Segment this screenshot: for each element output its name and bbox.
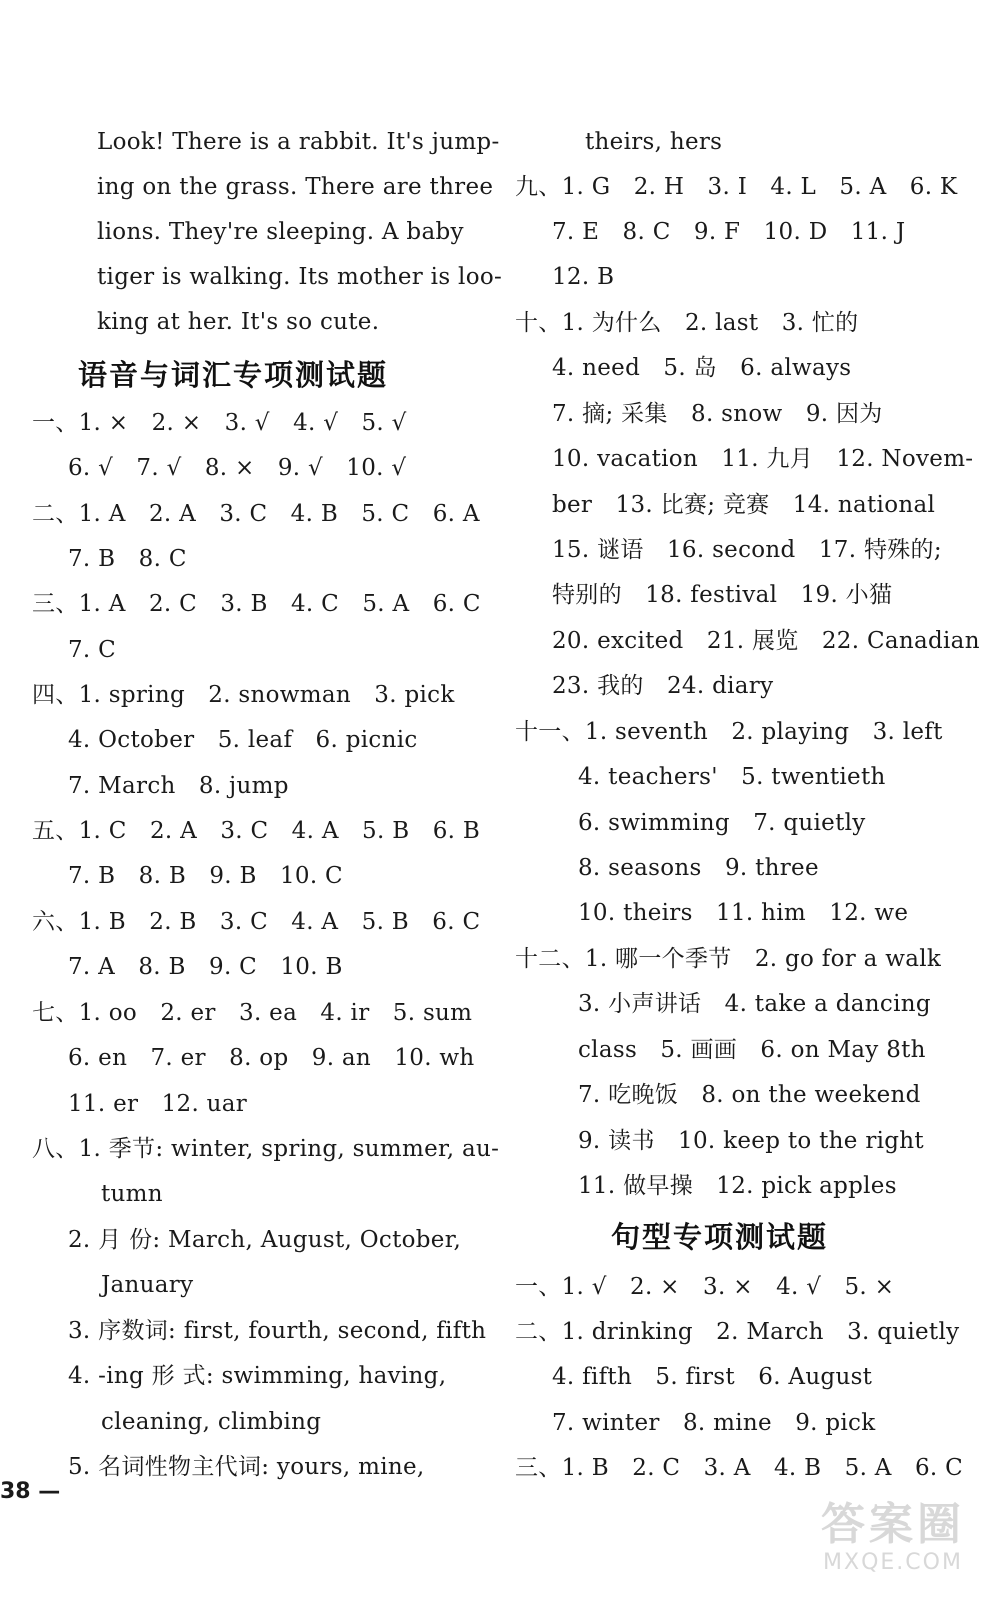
answer-line: 7. A 8. B 9. C 10. B [68, 954, 343, 980]
answer-line: 四、1. spring 2. snowman 3. pick [32, 682, 455, 708]
answer-line: 7. 吃晚饭 8. on the weekend [578, 1082, 921, 1108]
answer-line: 10. theirs 11. him 12. we [578, 900, 909, 926]
answer-line: 15. 谜语 16. second 17. 特殊的; [552, 537, 942, 563]
watermark-url: MXQE.COM [823, 1550, 963, 1575]
answer-line: 7. winter 8. mine 9. pick [552, 1410, 876, 1436]
answer-line: 12. B [552, 264, 615, 290]
answer-line: 7. 摘; 采集 8. snow 9. 因为 [552, 401, 883, 427]
paragraph-line: Look! There is a rabbit. It's jump- [97, 129, 500, 155]
answer-line: 4. fifth 5. first 6. August [552, 1364, 873, 1390]
answer-line: 3. 小声讲话 4. take a dancing [578, 991, 931, 1017]
answer-line: 5. 名词性物主代词: yours, mine, [68, 1454, 425, 1480]
answer-line: 9. 读书 10. keep to the right [578, 1128, 924, 1154]
answer-line: 九、1. G 2. H 3. I 4. L 5. A 6. K [515, 174, 958, 200]
answer-line: 七、1. oo 2. er 3. ea 4. ir 5. sum [32, 1000, 473, 1026]
answer-line: 6. en 7. er 8. op 9. an 10. wh [68, 1045, 475, 1071]
answer-line: 10. vacation 11. 九月 12. Novem- [552, 446, 974, 472]
answer-line: tumn [101, 1181, 163, 1207]
section-title: 语音与词汇专项测试题 [78, 358, 389, 392]
answer-line: 20. excited 21. 展览 22. Canadian [552, 628, 980, 654]
answer-line: 8. seasons 9. three [578, 855, 819, 881]
answer-line: 特别的 18. festival 19. 小猫 [552, 582, 893, 608]
answer-line: 7. E 8. C 9. F 10. D 11. J [552, 219, 906, 245]
answer-line: 三、1. A 2. C 3. B 4. C 5. A 6. C [32, 591, 481, 617]
answer-line: 十一、1. seventh 2. playing 3. left [515, 719, 943, 745]
answer-line: 八、1. 季节: winter, spring, summer, au- [32, 1136, 500, 1162]
answer-line: 六、1. B 2. B 3. C 4. A 5. B 6. C [32, 909, 481, 935]
answer-line: 6. √ 7. √ 8. × 9. √ 10. √ [68, 455, 407, 481]
paragraph-line: lions. They're sleeping. A baby [97, 219, 464, 245]
answer-line: 7. March 8. jump [68, 773, 289, 799]
answer-line: 一、1. × 2. × 3. √ 4. √ 5. √ [32, 410, 407, 436]
answer-line: 五、1. C 2. A 3. C 4. A 5. B 6. B [32, 818, 481, 844]
answer-line: class 5. 画画 6. on May 8th [578, 1037, 926, 1063]
answer-line: 二、1. drinking 2. March 3. quietly [515, 1319, 960, 1345]
answer-line: 3. 序数词: first, fourth, second, fifth [68, 1318, 487, 1344]
watermark-logo [808, 1500, 978, 1590]
answer-line: January [101, 1272, 194, 1298]
answer-line: 三、1. B 2. C 3. A 4. B 5. A 6. C [515, 1455, 964, 1481]
answer-line: 7. B 8. B 9. B 10. C [68, 863, 343, 889]
answer-line: 2. 月 份: March, August, October, [68, 1227, 462, 1253]
paragraph-line: king at her. It's so cute. [97, 309, 380, 335]
answer-line: cleaning, climbing [101, 1409, 322, 1435]
answer-line: 4. need 5. 岛 6. always [552, 355, 852, 381]
answer-line: 4. teachers' 5. twentieth [578, 764, 886, 790]
answer-line: 6. swimming 7. quietly [578, 810, 866, 836]
answer-line: 23. 我的 24. diary [552, 673, 774, 699]
answer-line: 二、1. A 2. A 3. C 4. B 5. C 6. A [32, 501, 480, 527]
answer-line: 7. B 8. C [68, 546, 187, 572]
answer-line: 7. C [68, 637, 117, 663]
page-number: 38 — [0, 1479, 61, 1504]
answer-line: ber 13. 比赛; 竞赛 14. national [552, 492, 936, 518]
paragraph-line: ing on the grass. There are three [97, 174, 494, 200]
paragraph-line: tiger is walking. Its mother is loo- [97, 264, 503, 290]
answer-line: 一、1. √ 2. × 3. × 4. √ 5. × [515, 1274, 895, 1300]
answer-line: theirs, hers [585, 129, 723, 155]
answer-line: 4. -ing 形 式: swimming, having, [68, 1363, 447, 1389]
answer-line: 十二、1. 哪一个季节 2. go for a walk [515, 946, 942, 972]
answer-line: 4. October 5. leaf 6. picnic [68, 727, 418, 753]
watermark-text: 答案圈 [821, 1499, 965, 1550]
answer-line: 11. 做早操 12. pick apples [578, 1173, 897, 1199]
section-title: 句型专项测试题 [611, 1220, 829, 1254]
answer-line: 11. er 12. uar [68, 1091, 248, 1117]
answer-line: 十、1. 为什么 2. last 3. 忙的 [515, 310, 859, 336]
